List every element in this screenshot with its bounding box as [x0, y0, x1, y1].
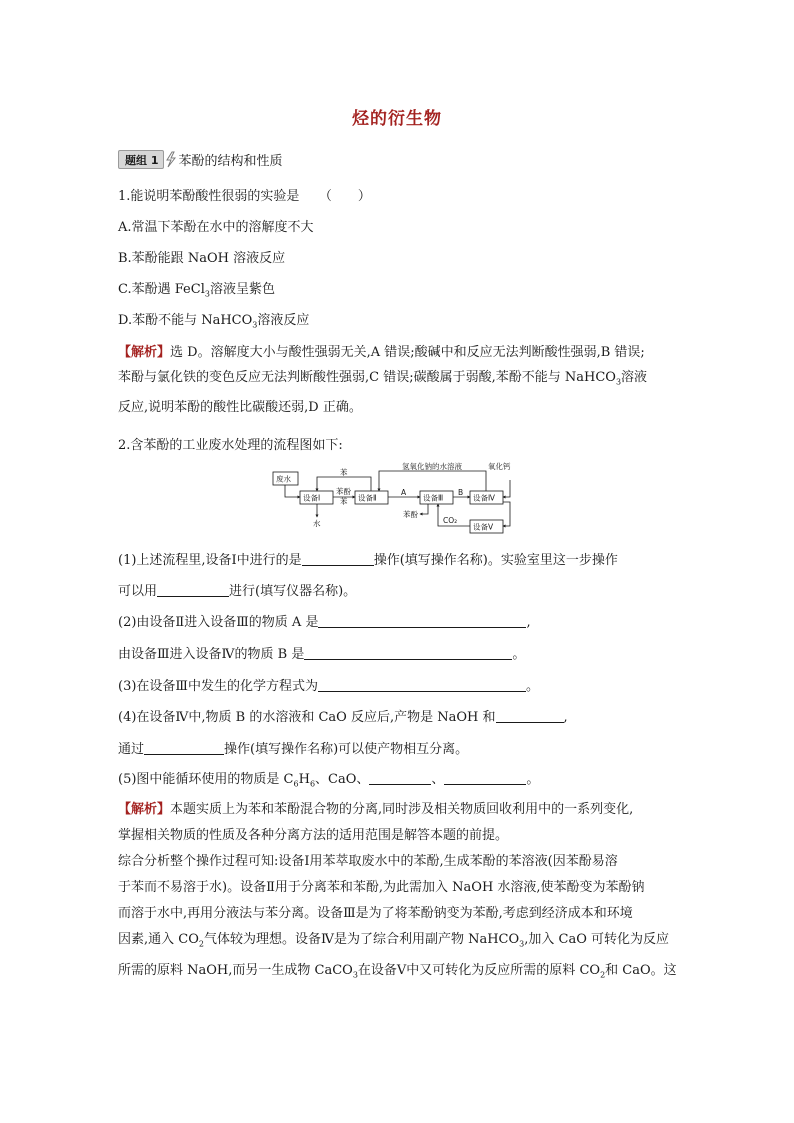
- group-topic: 苯酚的结构和性质: [178, 154, 283, 169]
- answer-blank[interactable]: [318, 677, 526, 692]
- group-badge: 题组 1: [118, 150, 164, 169]
- q1-stem: 1.能说明苯酚酸性很弱的实验是 （ ）: [118, 189, 371, 204]
- answer-blank[interactable]: [302, 551, 374, 566]
- q1-option-c: C.苯酚遇 FeCl$_3$溶液呈紫色: [118, 282, 275, 299]
- page-title: 烃的衍生物: [352, 109, 442, 129]
- q1-option-b: B.苯酚能跟 NaOH 溶液反应: [118, 251, 286, 266]
- q2-part5: (5)图中能循环使用的物质是 $C_6H_6$、CaO、 、 。: [118, 772, 540, 789]
- q1-option-a: A.常温下苯酚在水中的溶解度不大: [118, 220, 314, 235]
- label-dev4: 设备Ⅳ: [473, 493, 495, 503]
- label-co2: CO₂: [443, 516, 458, 525]
- label-phenol: 苯酚: [403, 510, 418, 519]
- q2-part2-line2: 由设备Ⅲ进入设备Ⅳ的物质 B 是 。: [118, 647, 526, 662]
- label-b: B: [458, 488, 464, 497]
- q2-part2-line1: (2)由设备Ⅱ进入设备Ⅲ的物质 A 是 ,: [118, 615, 531, 630]
- answer-blank[interactable]: [369, 770, 431, 785]
- label-a: A: [401, 488, 407, 497]
- answer-blank[interactable]: [144, 740, 224, 755]
- process-flow-diagram: [270, 462, 520, 542]
- answer-blank[interactable]: [318, 613, 526, 628]
- q2-part4-line2: 通过 操作(填写操作名称)可以使产物相互分离。: [118, 742, 469, 757]
- label-dev5: 设备Ⅴ: [473, 522, 494, 532]
- label-feed: 废水: [276, 474, 291, 484]
- label-phenol-benzene-2: 苯: [340, 497, 348, 506]
- q2-part3: (3)在设备Ⅲ中发生的化学方程式为 。: [118, 679, 539, 694]
- question-group-header: [118, 150, 283, 169]
- label-benzene: 苯: [340, 468, 348, 477]
- label-dev1: 设备Ⅰ: [303, 493, 321, 503]
- analysis-tag: 【解析】: [118, 802, 171, 817]
- label-phenol-benzene-1: 苯酚: [336, 487, 351, 496]
- answer-blank[interactable]: [496, 708, 564, 723]
- q2-part1-line2: 可以用 进行(填写仪器名称)。: [118, 584, 357, 599]
- answer-blank[interactable]: [304, 645, 512, 660]
- q2-part1-line1: (1)上述流程里,设备Ⅰ中进行的是 操作(填写操作名称)。实验室里这一步操作: [118, 553, 618, 568]
- label-water: 水: [313, 519, 321, 528]
- q2-stem: 2.含苯酚的工业废水处理的流程图如下:: [118, 438, 343, 453]
- label-naoh: 氢氧化钠的水溶液: [402, 462, 462, 471]
- label-dev2: 设备Ⅱ: [358, 493, 377, 503]
- q1-analysis: 【解析】选 D。溶解度大小与酸性强弱无关,A 错误;酸碱中和反应无法判断酸性强弱,B 错误; 苯酚与氯化铁的变色反应无法判断酸性强弱,C 错误;碳酸属于弱酸,苯酚不能与 NaHCO$_3$溶液 反应,说明苯酚的酸性比碳酸还弱,D 正确。: [118, 345, 648, 415]
- q2-analysis: 【解析】本题实质上为苯和苯酚混合物的分离,同时涉及相关物质回收利用中的一系列变化, 掌握相关物质的性质及各种分离方法的适用范围是解答本题的前提。 综合分析整个操作过程可知:设备Ⅰ用苯萃取废水中的苯酚,生成苯酚的苯溶液(因苯酚易溶 于苯而不易溶于水)。设备Ⅱ用于分离苯和苯酚,为此需加入 NaOH 水溶液,使苯酚变为苯酚钠 而溶于水中,再用分液法与苯分离。设备Ⅲ是为了将苯酚钠变为苯酚,考虑到经济成本和环境 因素,通入 $CO_2$气体较为理想。设备Ⅳ是为了综合利用副产物 NaHCO$_3$,加入 CaO 可转化为反应 所需的原料 NaOH,而另一生成物 CaCO$_3$在设备Ⅴ中又可转化为反应所需的原料 $CO_2$和 CaO。这: [118, 802, 677, 980]
- q1-option-d: D.苯酚不能与 NaHCO$_3$溶液反应: [118, 313, 310, 330]
- lightning-icon: [164, 151, 177, 168]
- answer-blank[interactable]: [157, 582, 229, 597]
- q2-part4-line1: (4)在设备Ⅳ中,物质 B 的水溶液和 CaO 反应后,产物是 NaOH 和 ,: [118, 710, 568, 725]
- label-cao: 氧化钙: [488, 462, 511, 471]
- label-dev3: 设备Ⅲ: [423, 493, 444, 503]
- analysis-tag: 【解析】: [118, 345, 171, 360]
- answer-blank[interactable]: [444, 770, 526, 785]
